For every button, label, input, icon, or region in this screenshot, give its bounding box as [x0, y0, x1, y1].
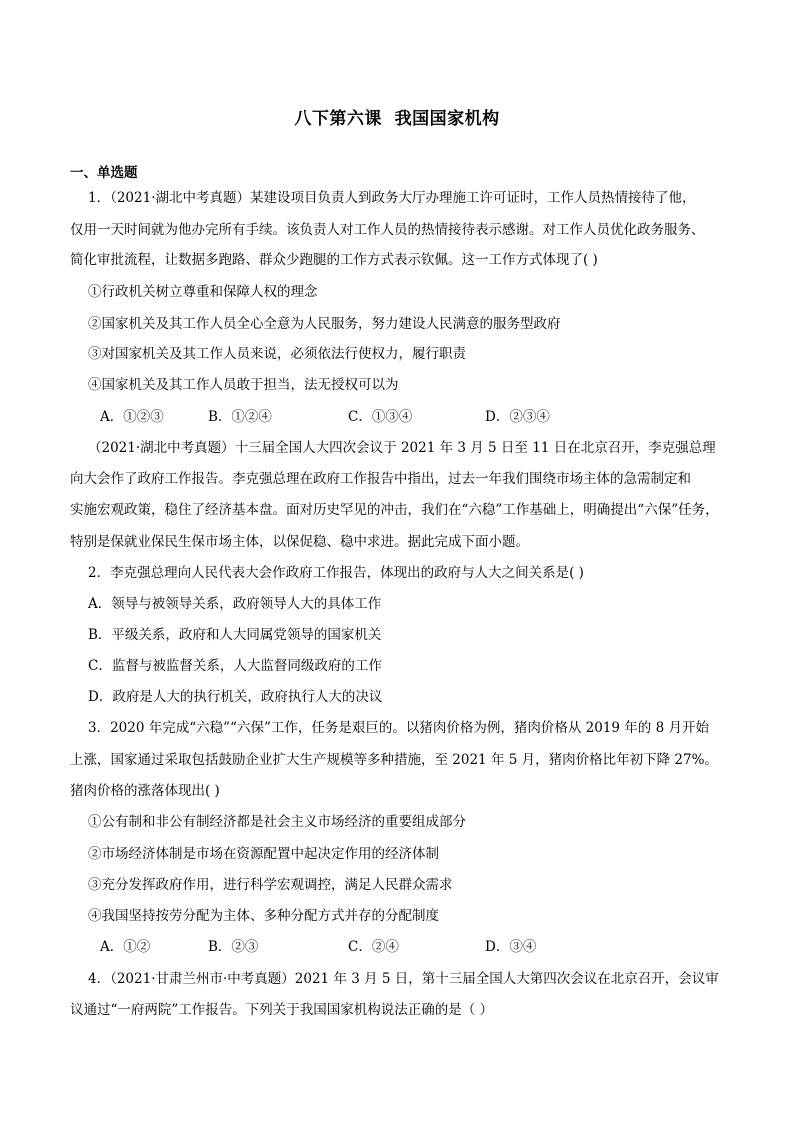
q3-stem-line-2: 上涨，国家通过采取包括鼓励企业扩大生产规模等多种措施，至 2021 年 5 月，猪肉价格比年初下降 27%。: [70, 752, 718, 768]
material-line-3: 实施宏观政策，稳住了经济基本盘。面对历史罕见的冲击，我们在“六稳”工作基础上，明确提出“六保”任务，: [70, 502, 719, 518]
q1-option-c[interactable]: C．①③④: [348, 409, 413, 425]
section-heading: 一、单选题: [70, 165, 138, 181]
q4-stem-line-2: 议通过“一府两院”工作报告。下列关于我国国家机构说法正确的是（ ）: [70, 1002, 494, 1018]
q1-statement-1: ①行政机关树立尊重和保障人权的理念: [88, 284, 318, 300]
q3-option-c[interactable]: C．②④: [348, 939, 399, 955]
q4-stem-line-1: 4．（2021·甘肃兰州市·中考真题）2021 年 3 月 5 日，第十三届全国人大第四次会议在北京召开，会议审: [88, 971, 719, 987]
q1-statement-3: ③对国家机关及其工作人员来说，必须依法行使权力，履行职责: [88, 346, 466, 362]
q1-statement-4: ④国家机关及其工作人员敢于担当，法无授权可以为: [88, 377, 399, 393]
q2-option-d[interactable]: D．政府是人大的执行机关，政府执行人大的决议: [88, 689, 383, 705]
q3-stem-line-3: 猪肉价格的涨落体现出( ): [70, 783, 220, 799]
q1-option-a[interactable]: A．①②③: [100, 409, 164, 425]
q1-option-d[interactable]: D．②③④: [485, 409, 550, 425]
q2-option-c[interactable]: C．监督与被监督关系，人大监督同级政府的工作: [88, 658, 382, 674]
q3-statement-3: ③充分发挥政府作用，进行科学宏观调控，满足人民群众需求: [88, 877, 453, 893]
q3-option-d[interactable]: D．③④: [485, 939, 537, 955]
q3-statement-4: ④我国坚持按劳分配为主体、多种分配方式并存的分配制度: [88, 908, 439, 924]
q1-statement-2: ②国家机关及其工作人员全心全意为人民服务，努力建设人民满意的服务型政府: [88, 316, 561, 332]
q3-statement-1: ①公有制和非公有制经济都是社会主义市场经济的重要组成部分: [88, 814, 466, 830]
q1-option-b[interactable]: B．①②④: [208, 409, 272, 425]
material-line-2: 向大会作了政府工作报告。李克强总理在政府工作报告中指出，过去一年我们围绕市场主体的急需制定和: [70, 471, 691, 487]
q1-stem-line-1: 1．（2021·湖北中考真题）某建设项目负责人到政务大厅办理施工许可证时，工作人员热情接待了他，: [88, 190, 696, 206]
material-line-1: （2021·湖北中考真题）十三届全国人大四次会议于 2021 年 3 月 5 日至 11 日在北京召开，李克强总理: [88, 440, 716, 456]
q3-statement-2: ②市场经济体制是市场在资源配置中起决定作用的经济体制: [88, 846, 439, 862]
material-line-4: 特别是保就业保民生保市场主体，以保促稳、稳中求进。据此完成下面小题。: [70, 534, 529, 550]
q1-stem-line-2: 仅用一天时间就为他办完所有手续。该负责人对工作人员的热情接待表示感谢。对工作人员优化政务服务、: [70, 222, 705, 238]
q3-option-b[interactable]: B．②③: [208, 939, 259, 955]
q1-options: [88, 405, 648, 425]
q3-stem-line-1: 3．2020 年完成“六稳”“六保”工作，任务是艰巨的。以猪肉价格为例，猪肉价格从 2019 年的 8 月开始: [88, 720, 709, 736]
q2-stem: 2．李克强总理向人民代表大会作政府工作报告，体现出的政府与人大之间关系是( ): [88, 565, 584, 581]
q2-option-a[interactable]: A．领导与被领导关系，政府领导人大的具体工作: [88, 596, 382, 612]
q2-option-b[interactable]: B．平级关系，政府和人大同属党领导的国家机关: [88, 627, 382, 643]
page-title: 八下第六课 我国国家机构: [294, 109, 500, 129]
q1-stem-line-3: 简化审批流程，让数据多跑路、群众少跑腿的工作方式表示钦佩。这一工作方式体现了( ): [70, 252, 598, 268]
q3-options: [88, 935, 648, 955]
q3-option-a[interactable]: A．①②: [100, 939, 151, 955]
